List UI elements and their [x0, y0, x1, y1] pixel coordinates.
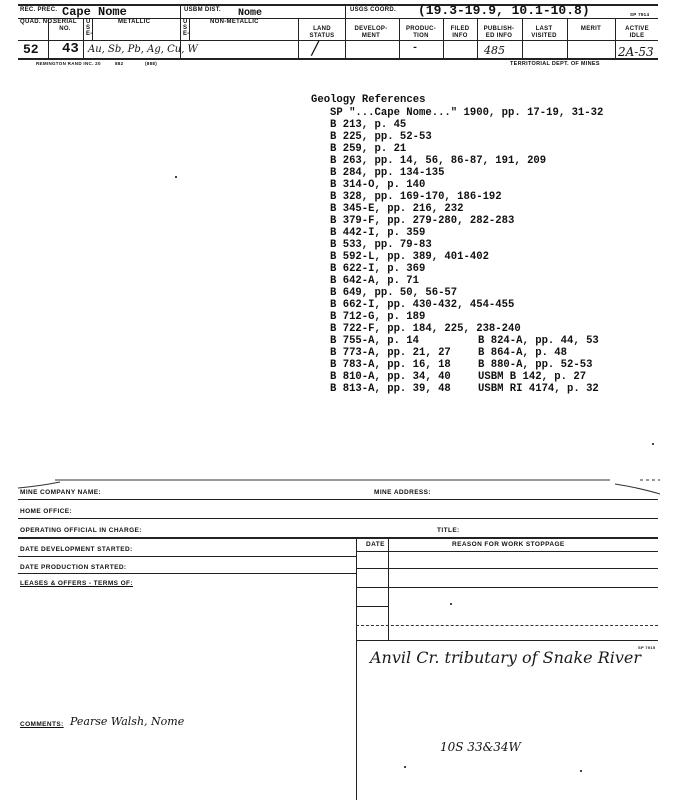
reference-entry: B 773-A, pp. 21, 27 [330, 347, 451, 359]
filed-info-header: FILED INFO [450, 26, 470, 39]
header-rule [18, 18, 658, 19]
form-rule [18, 499, 658, 500]
divider [48, 18, 49, 58]
reference-entry: B 284, pp. 134-135 [330, 167, 445, 179]
divider [298, 18, 299, 58]
metallic-value: Au, Sb, Pb, Ag, Cu, W [88, 44, 198, 55]
stoppage-row [356, 606, 388, 607]
merit-header: MERIT [580, 26, 602, 32]
leases-label: LEASES & OFFERS - TERMS OF: [20, 580, 133, 587]
reference-entry: B 649, pp. 50, 56-57 [330, 287, 458, 299]
bottom-note: 10S 33&34W [440, 740, 521, 754]
published-info-value: 485 [484, 44, 505, 57]
reference-entry: B 213, p. 45 [330, 119, 407, 131]
reference-entry: USBM RI 4174, p. 32 [478, 383, 599, 395]
reference-entry: B 442-I, p. 359 [330, 227, 426, 239]
mine-company-name-label: MINE COMPANY NAME: [20, 489, 101, 496]
title-label: TITLE: [437, 527, 460, 534]
reference-entry: B 263, pp. 14, 56, 86-87, 191, 209 [330, 155, 547, 167]
serial-no-header: SERIAL NO. [53, 19, 77, 32]
stoppage-table-left [356, 537, 357, 800]
divider [345, 18, 346, 58]
land-status-value: / [312, 38, 319, 59]
comments-label: COMMENTS: [20, 721, 64, 728]
reference-entry: B 642-A, p. 71 [330, 275, 420, 287]
reference-entry: B 824-A, pp. 44, 53 [478, 335, 599, 347]
reference-entry: B 622-I, p. 369 [330, 263, 426, 275]
reference-entry: B 592-L, pp. 389, 401-402 [330, 251, 489, 263]
quad-no-value: 52 [23, 42, 39, 57]
rec-prec-label: REC. PREC. [20, 7, 58, 13]
nonmetallic-header: NON-METALLIC [210, 19, 259, 25]
mine-address-label: MINE ADDRESS: [374, 489, 431, 496]
production-value: - [412, 43, 419, 54]
reference-entry: B 783-A, pp. 16, 18 [330, 359, 451, 371]
operating-official-label: OPERATING OFFICIAL IN CHARGE: [20, 527, 142, 534]
speck [652, 443, 654, 445]
reference-entry: B 864-A, p. 48 [478, 347, 568, 359]
nonmetallic-s: S [183, 25, 188, 31]
divider [443, 18, 444, 58]
stoppage-row [356, 587, 658, 588]
divider [83, 18, 84, 58]
location-note: Anvil Cr. tributary of Snake River [370, 648, 642, 667]
reference-entry: B 813-A, pp. 39, 48 [330, 383, 451, 395]
reference-entry: B 225, pp. 52-53 [330, 131, 432, 143]
divider [92, 18, 93, 40]
speck [580, 770, 582, 772]
divider [189, 18, 190, 40]
date-column-header: DATE [366, 541, 385, 548]
reference-entry: B 314-O, p. 140 [330, 179, 426, 191]
stoppage-header-rule [356, 551, 658, 552]
form-rule [18, 537, 658, 539]
metallic-u: U [86, 19, 91, 25]
usgs-coord-label: USGS COORD. [350, 7, 396, 13]
usbm-dist-label: USBM DIST. [184, 7, 222, 13]
divider [615, 18, 616, 58]
small-form-code: SP 7915 [638, 645, 656, 650]
reference-entry: B 662-I, pp. 430-432, 454-455 [330, 299, 515, 311]
divider [399, 18, 400, 58]
metallic-e: E- [86, 31, 93, 37]
divider [522, 18, 523, 58]
header-rule [18, 40, 658, 41]
active-idle-header: ACTIVE IDLE [625, 26, 649, 39]
serial-no-value: 43 [62, 41, 79, 57]
reference-entry: B 722-F, pp. 184, 225, 238-240 [330, 323, 521, 335]
reference-entry: B 755-A, p. 14 [330, 335, 420, 347]
top-rule-decoration [0, 470, 678, 500]
nonmetallic-e: E- [183, 31, 190, 37]
speck [404, 766, 406, 768]
development-header: DEVELOP- MENT [354, 26, 388, 39]
printer-code-2: (888) [145, 61, 158, 66]
land-status-header: LAND STATUS [309, 26, 335, 39]
form-rule [18, 573, 356, 574]
quad-no-header: QUAD. NO. [20, 19, 55, 25]
stoppage-row [356, 640, 658, 641]
stoppage-row [356, 568, 658, 569]
header-bottom-rule [18, 58, 658, 60]
form-code: SP 7914 [630, 12, 650, 17]
home-office-label: HOME OFFICE: [20, 508, 73, 515]
reference-entry: B 810-A, pp. 34, 40 [330, 371, 451, 383]
published-info-header: PUBLISH- ED INFO [483, 26, 515, 39]
printer-code: 882 [115, 61, 124, 66]
date-development-label: DATE DEVELOPMENT STARTED: [20, 546, 133, 553]
date-production-label: DATE PRODUCTION STARTED: [20, 564, 127, 571]
divider [477, 18, 478, 58]
metallic-header: METALLIC [118, 19, 151, 25]
speck [175, 176, 177, 178]
comments-value: Pearse Walsh, Nome [70, 715, 185, 728]
reference-entry: B 880-A, pp. 52-53 [478, 359, 593, 371]
usbm-dist-value: Nome [238, 8, 263, 19]
reference-entry: B 345-E, pp. 216, 232 [330, 203, 464, 215]
last-visited-header: LAST VISITED [531, 26, 557, 39]
reference-entry: B 328, pp. 169-170, 186-192 [330, 191, 502, 203]
form-rule [18, 556, 356, 557]
reference-entry: SP "...Cape Nome..." 1900, pp. 17-19, 31-32 [330, 107, 604, 119]
active-idle-value: 2A-53 [618, 45, 654, 59]
metallic-s: S [86, 25, 91, 31]
nonmetallic-u: U [183, 19, 188, 25]
form-rule [18, 518, 658, 519]
reference-entry: B 533, pp. 79-83 [330, 239, 432, 251]
reference-entry: B 379-F, pp. 279-280, 282-283 [330, 215, 515, 227]
usgs-coord-value: (19.3-19.9, 10.1-10.8) [418, 3, 590, 18]
reference-entry: USBM B 142, p. 27 [478, 371, 587, 383]
stoppage-row [356, 625, 658, 626]
reason-column-header: REASON FOR WORK STOPPAGE [452, 541, 565, 548]
reference-entry: B 712-G, p. 189 [330, 311, 426, 323]
agency-name: TERRITORIAL DEPT. OF MINES [510, 61, 600, 67]
divider [567, 18, 568, 58]
rec-prec-value: Cape Nome [62, 5, 127, 19]
geology-heading: Geology References [311, 94, 426, 106]
printer-imprint: REMINGTON RAND INC. 20 [36, 61, 101, 66]
speck [450, 603, 452, 605]
production-header: PRODUC- TION [405, 26, 437, 39]
reference-entry: B 259, p. 21 [330, 143, 407, 155]
